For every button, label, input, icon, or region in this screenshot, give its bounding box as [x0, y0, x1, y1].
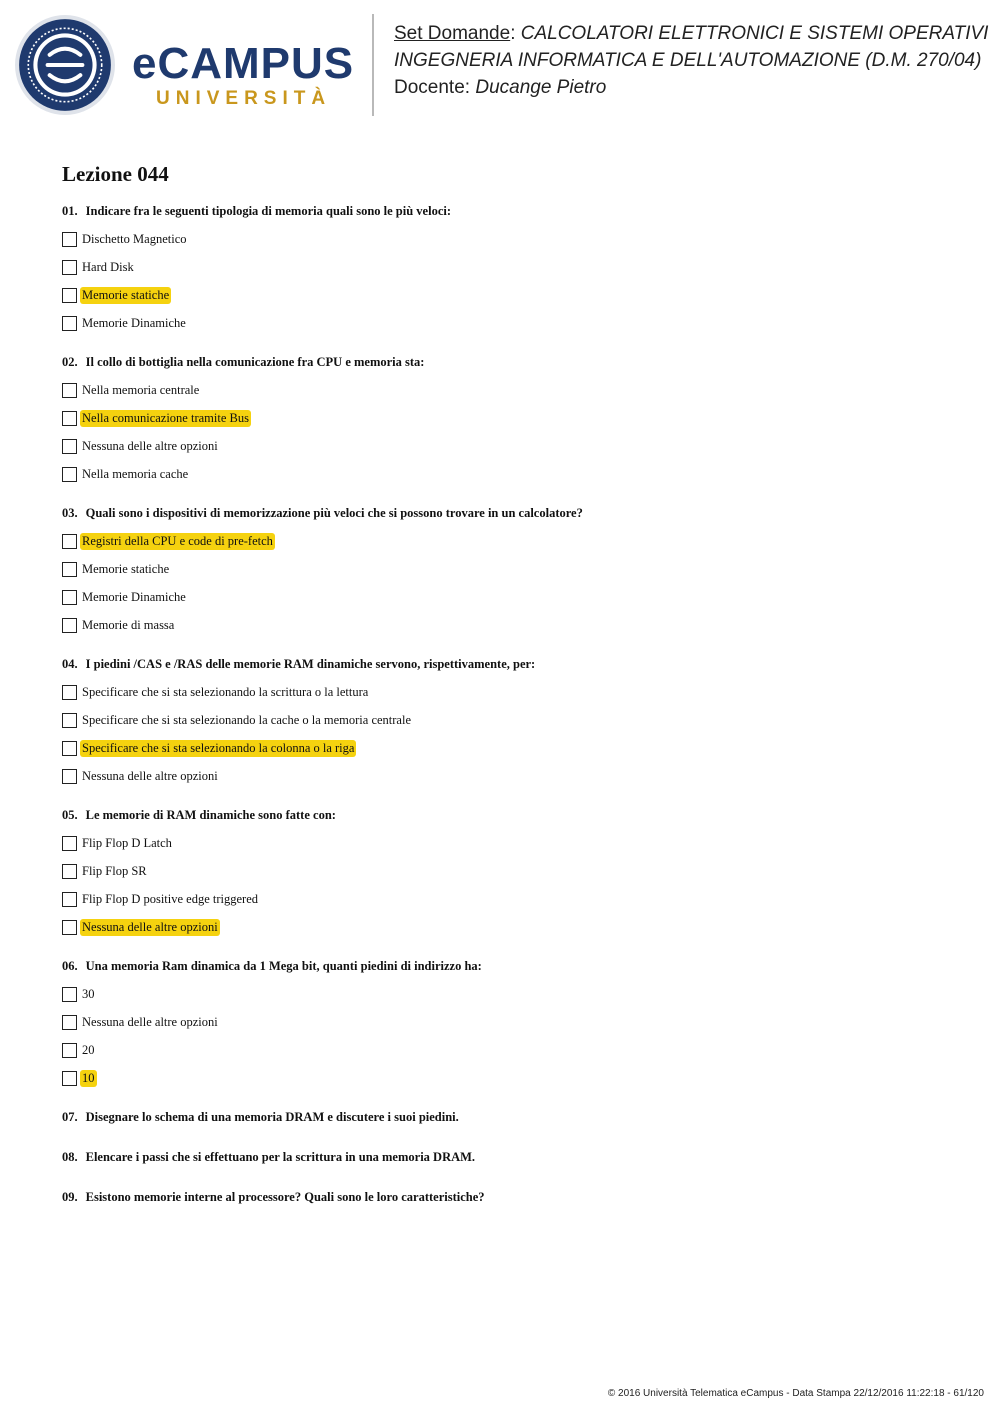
question-number: 07. — [62, 1110, 78, 1124]
question-prompt: Una memoria Ram dinamica da 1 Mega bit, quanti piedini di indirizzo ha: — [85, 959, 482, 973]
answer-option[interactable] — [62, 829, 962, 857]
answer-checkbox[interactable] — [62, 232, 77, 247]
course-degree: INGEGNERIA INFORMATICA E DELL'AUTOMAZIONE (D.M. 270/04) — [394, 50, 982, 71]
open-question-list — [62, 1108, 962, 1206]
answer-option[interactable] — [62, 1036, 962, 1064]
answer-checkbox[interactable] — [62, 987, 77, 1002]
answer-option[interactable] — [62, 980, 962, 1008]
answer-option[interactable] — [62, 885, 962, 913]
answer-checkbox[interactable] — [62, 383, 77, 398]
ecampus-wordmark — [132, 39, 355, 112]
question-6 — [62, 957, 962, 1092]
question-prompt: I piedini /CAS e /RAS delle memorie RAM dinamiche servono, rispettivamente, per: — [85, 657, 536, 671]
answer-checkbox[interactable] — [62, 590, 77, 605]
logo-sub-text: UNIVERSITÀ — [156, 88, 332, 109]
answer-option[interactable] — [62, 281, 962, 309]
answer-checkbox[interactable] — [62, 892, 77, 907]
answer-label: Memorie di massa — [82, 617, 175, 632]
logo-brand-text: eCAMPUS — [132, 39, 355, 88]
answer-label: Nessuna delle altre opzioni — [82, 768, 218, 783]
answer-label: Nessuna delle altre opzioni — [82, 1014, 218, 1029]
answer-checkbox[interactable] — [62, 562, 77, 577]
answer-checkbox[interactable] — [62, 288, 77, 303]
question-text — [62, 353, 962, 371]
answer-option[interactable] — [62, 527, 962, 555]
question-number: 01. — [62, 204, 78, 218]
set-label: Set Domande — [394, 23, 511, 44]
question-3 — [62, 504, 962, 639]
answer-label: Memorie Dinamiche — [82, 315, 186, 330]
question-prompt: Elencare i passi che si effettuano per la scrittura in una memoria DRAM. — [85, 1150, 476, 1164]
page-header — [0, 0, 1000, 125]
question-prompt: Le memorie di RAM dinamiche sono fatte con: — [85, 808, 336, 822]
question-text — [62, 202, 962, 220]
answer-option[interactable] — [62, 678, 962, 706]
answer-option[interactable] — [62, 376, 962, 404]
answer-label: Memorie statiche — [82, 561, 170, 576]
answer-label-highlighted: Nessuna delle altre opzioni — [82, 919, 218, 934]
answer-label-highlighted: Registri della CPU e code di pre-fetch — [82, 533, 273, 548]
answer-label: Memorie Dinamiche — [82, 589, 186, 604]
answer-option[interactable] — [62, 1064, 962, 1092]
answer-checkbox[interactable] — [62, 864, 77, 879]
question-1 — [62, 202, 962, 337]
answer-option[interactable] — [62, 762, 962, 790]
answer-label: Nella memoria centrale — [82, 382, 200, 397]
answer-option[interactable] — [62, 611, 962, 639]
lesson-content — [62, 160, 962, 1228]
header-divider — [372, 14, 374, 116]
answer-label: Nella memoria cache — [82, 466, 189, 481]
ecampus-seal-logo — [14, 14, 116, 116]
answer-option[interactable] — [62, 706, 962, 734]
question-text — [62, 957, 962, 975]
open-question-7 — [62, 1108, 962, 1126]
question-text — [62, 655, 962, 673]
open-question-8 — [62, 1148, 962, 1166]
answer-label: Flip Flop SR — [82, 863, 147, 878]
answer-label: Nessuna delle altre opzioni — [82, 438, 218, 453]
answer-label: Dischetto Magnetico — [82, 231, 187, 246]
answer-checkbox[interactable] — [62, 741, 77, 756]
answer-checkbox[interactable] — [62, 1015, 77, 1030]
answer-label-highlighted: Specificare che si sta selezionando la colonna o la riga — [82, 740, 355, 755]
question-number: 05. — [62, 808, 78, 822]
answer-option[interactable] — [62, 432, 962, 460]
answer-label: Specificare che si sta selezionando la cache o la memoria centrale — [82, 712, 411, 727]
answer-checkbox[interactable] — [62, 411, 77, 426]
teacher-name: Ducange Pietro — [475, 77, 607, 98]
question-number: 09. — [62, 1190, 78, 1204]
answer-label: 30 — [82, 986, 95, 1001]
answer-checkbox[interactable] — [62, 836, 77, 851]
teacher-line: Docente: Ducange Pietro — [394, 77, 607, 98]
answer-checkbox[interactable] — [62, 769, 77, 784]
answer-checkbox[interactable] — [62, 685, 77, 700]
answer-label: Flip Flop D positive edge triggered — [82, 891, 259, 906]
lesson-title: Lezione 044 — [62, 162, 169, 186]
question-text — [62, 806, 962, 824]
answer-label: Flip Flop D Latch — [82, 835, 172, 850]
question-number: 02. — [62, 355, 78, 369]
answer-option[interactable] — [62, 857, 962, 885]
answer-checkbox[interactable] — [62, 713, 77, 728]
question-number: 03. — [62, 506, 78, 520]
course-info — [394, 20, 994, 101]
answer-label-highlighted: Memorie statiche — [82, 287, 170, 302]
answer-checkbox[interactable] — [62, 439, 77, 454]
question-prompt: Disegnare lo schema di una memoria DRAM e discutere i suoi piedini. — [85, 1110, 459, 1124]
open-question-9 — [62, 1188, 962, 1206]
answer-option[interactable] — [62, 404, 962, 432]
answer-label: 20 — [82, 1042, 95, 1057]
answer-label-highlighted: Nella comunicazione tramite Bus — [82, 410, 249, 425]
answer-label-highlighted: 10 — [82, 1070, 95, 1085]
answer-option[interactable] — [62, 1008, 962, 1036]
answer-option[interactable] — [62, 253, 962, 281]
question-4 — [62, 655, 962, 790]
answer-label: Specificare che si sta selezionando la scrittura o la lettura — [82, 684, 369, 699]
answer-option[interactable] — [62, 555, 962, 583]
course-line-2 — [394, 47, 994, 74]
question-list — [62, 202, 962, 1092]
question-prompt: Quali sono i dispositivi di memorizzazione più veloci che si possono trovare in un calcolatore? — [85, 506, 583, 520]
answer-checkbox[interactable] — [62, 467, 77, 482]
course-title: CALCOLATORI ELETTRONICI E SISTEMI OPERATIVI — [520, 23, 989, 44]
answer-checkbox[interactable] — [62, 1071, 77, 1086]
question-prompt: Esistono memorie interne al processore? Quali sono le loro caratteristiche? — [85, 1190, 485, 1204]
question-number: 06. — [62, 959, 78, 973]
answer-checkbox[interactable] — [62, 260, 77, 275]
answer-checkbox[interactable] — [62, 316, 77, 331]
question-prompt: Il collo di bottiglia nella comunicazione fra CPU e memoria sta: — [85, 355, 425, 369]
question-2 — [62, 353, 962, 488]
answer-checkbox[interactable] — [62, 920, 77, 935]
question-number: 08. — [62, 1150, 78, 1164]
answer-checkbox[interactable] — [62, 534, 77, 549]
answer-option[interactable] — [62, 734, 962, 762]
answer-option[interactable] — [62, 913, 962, 941]
answer-option[interactable] — [62, 460, 962, 488]
answer-checkbox[interactable] — [62, 618, 77, 633]
question-prompt: Indicare fra le seguenti tipologia di memoria quali sono le più veloci: — [85, 204, 452, 218]
answer-label: Hard Disk — [82, 259, 134, 274]
question-text — [62, 504, 962, 522]
answer-option[interactable] — [62, 583, 962, 611]
teacher-label: Docente — [394, 77, 465, 98]
course-line-1: Set Domande: CALCOLATORI ELETTRONICI E SISTEMI OPERATIVI — [394, 23, 989, 44]
page-footer: © 2016 Università Telematica eCampus - Data Stampa 22/12/2016 11:22:18 - 61/120 — [607, 1388, 984, 1399]
answer-checkbox[interactable] — [62, 1043, 77, 1058]
question-5 — [62, 806, 962, 941]
answer-option[interactable] — [62, 309, 962, 337]
answer-option[interactable] — [62, 225, 962, 253]
question-number: 04. — [62, 657, 78, 671]
